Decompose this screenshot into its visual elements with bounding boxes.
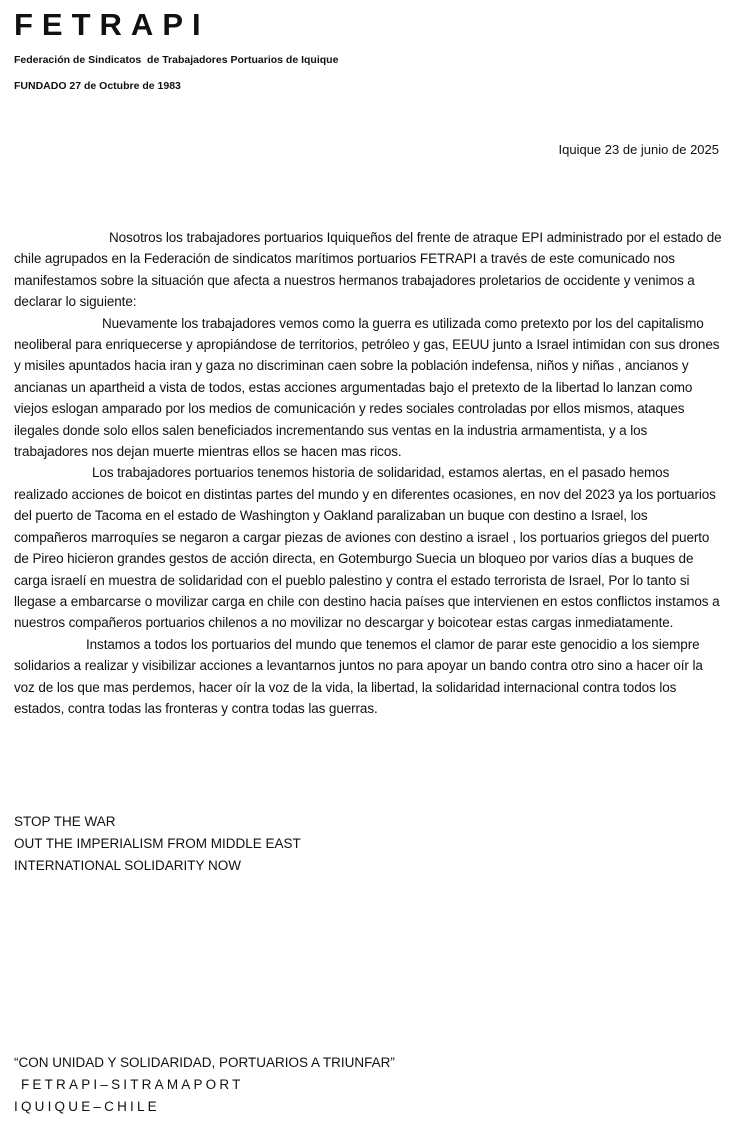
body-paragraph-3: Los trabajadores portuarios tenemos historia de solidaridad, estamos alertas, en el pasado hemos realizado acciones de boicot en distintas partes del mundo y en diferentes ocasiones, en nov del 2023 ya los portuarios del puerto de Tacoma en el estado de Washington y Oakland paralizaban un buque con destino a Israel, los compañeros marroquíes se negaron a cargar piezas de aviones con destino a israel , los portuarios griegos del puerto de Pireo hicieron grandes gestos de acción directa, en Gotemburgo Suecia un bloqueo por varios días a buques de carga israelí en muestra de solidaridad con el pueblo palestino y contra el estado terrorista de Israel, Por lo tanto si llegase a embarcarse o movilizar carga en chile con destino hacia países que intervienen en estos conflictos instamos a nuestros compañeros portuarios chilenos a no movilizar no descargar y boicotear estas cargas inmediatamente. [14,465,720,631]
slogan-2: OUT THE IMPERIALISM FROM MIDDLE EAST [14,836,301,851]
slogans [14,811,301,877]
letter-body [14,227,722,719]
body-paragraph-1: Nosotros los trabajadores portuarios Iquiqueños del frente de atraque EPI administrado por el estado de chile agrupados en la Federación de sindicatos marítimos portuarios FETRAPI a través de este comunicado nos manifestamos sobre la situación que afecta a nuestros hermanos trabajadores proletarios de occidente y venimos a declarar lo siguiente: [14,230,722,310]
letter-date: Iquique 23 de junio de 2025 [558,142,719,157]
slogan-1: STOP THE WAR [14,814,116,829]
org-full-name: Federación de Sindicatos de Trabajadores Portuarios de Iquique [14,54,339,66]
body-paragraph-4: Instamos a todos los portuarios del mundo que tenemos el clamor de parar este genocidio a los siempre solidarios a realizar y visibilizar acciones a levantarnos juntos no para apoyar un bando contra otro sino a hacer oír la voz de los que mas perdemos, hacer oír la voz de la vida, la libertad, la solidaridad internacional contra todos los estados, contra todas las fronteras y contra todas las guerras. [14,636,703,716]
body-paragraph-2: Nuevamente los trabajadores vemos como la guerra es utilizada como pretexto por los del capitalismo neoliberal para enriquecerse y apropiándose de territorios, petróleo y gas, EEUU junto a Israel intimidan con sus drones y misiles apuntados hacia iran y gaza no discriminan caen sobre la población indefensa, niños y niñas , ancianos y ancianas un apartheid a vista de todos, estas acciones argumentadas bajo el pretexto de la libertad lo lanzan como viejos eslogan amparado por los medios de comunicación y redes sociales controladas por ellos mismos, ataques ilegales donde solo ellos salen beneficiados incrementando sus ventas en la industria armamentista, y a los trabajadores nos dejan muerte mientras ellos se hacen mas ricos. [14,315,720,460]
signature-location: IQUIQUE–CHILE [14,1099,160,1114]
signature: FETRAPI–SITRAMAPORT [14,1077,244,1092]
slogan-3: INTERNATIONAL SOLIDARITY NOW [14,858,242,873]
org-name: FETRAPI [14,7,210,42]
founded-date: FUNDADO 27 de Octubre de 1983 [14,80,181,92]
closing-motto: “CON UNIDAD Y SOLIDARIDAD, PORTUARIOS A TRIUNFAR” [14,1055,395,1070]
closing [14,1052,395,1118]
